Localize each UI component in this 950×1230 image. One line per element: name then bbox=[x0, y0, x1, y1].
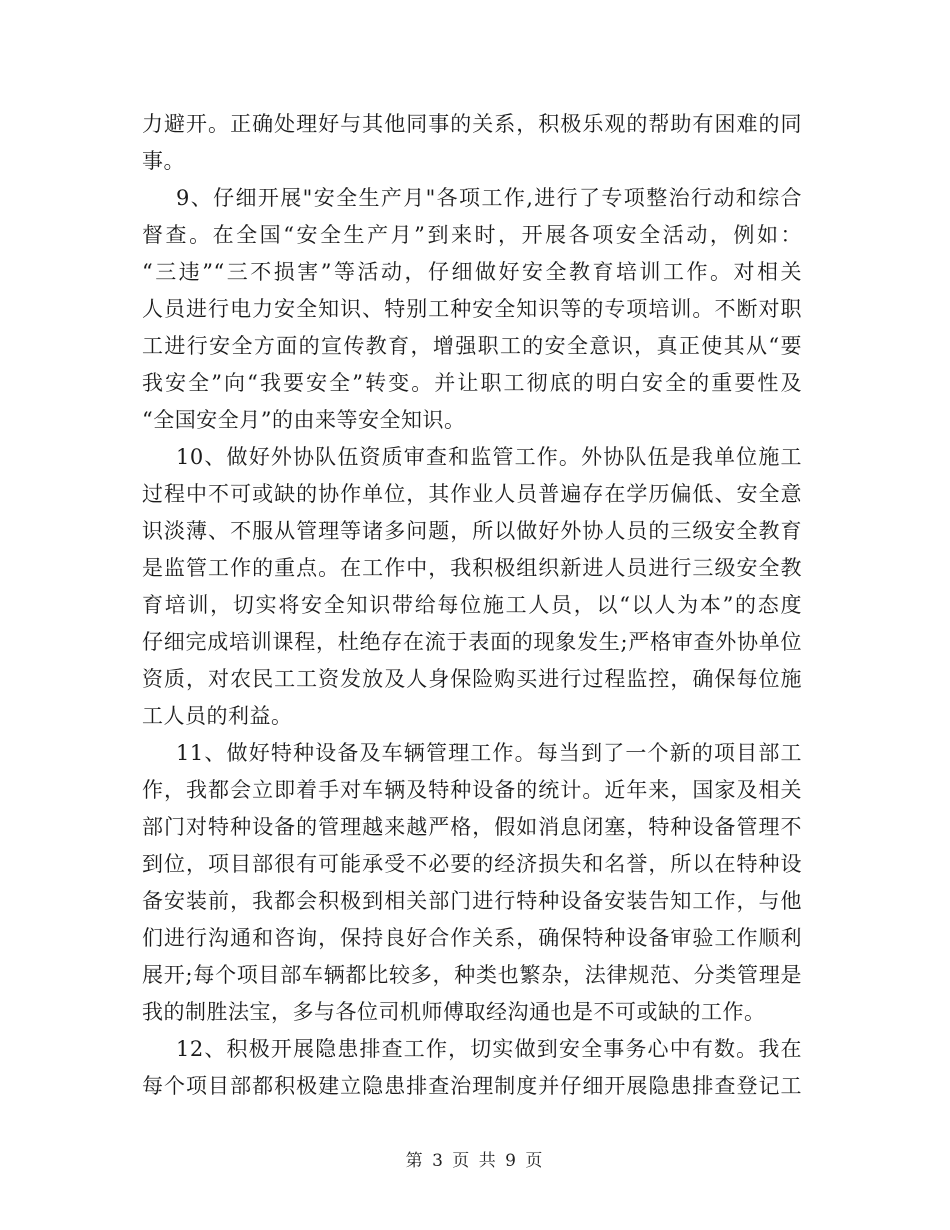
text-line: 们进行沟通和咨询，保持良好合作关系，确保特种设备审验工作顺利 bbox=[142, 926, 802, 950]
text-line: 展开;每个项目部车辆都比较多，种类也繁杂，法律规范、分类管理是 bbox=[142, 963, 802, 987]
text-line: 仔细完成培训课程，杜绝存在流于表面的现象发生;严格审查外协单位 bbox=[142, 630, 802, 654]
body-text bbox=[142, 106, 802, 1105]
paragraph-item-10 bbox=[142, 439, 802, 735]
text-line: 工人员的利益。 bbox=[142, 704, 293, 728]
text-line: 是监管工作的重点。在工作中，我积极组织新进人员进行三级安全教 bbox=[142, 556, 802, 580]
text-line: 我安全”向“我要安全”转变。并让职工彻底的明白安全的重要性及 bbox=[142, 371, 802, 395]
text-line: “三违”“三不损害”等活动，仔细做好安全教育培训工作。对相关 bbox=[142, 260, 802, 284]
text-line: 备安装前，我都会积极到相关部门进行特种设备安装告知工作，与他 bbox=[142, 889, 802, 913]
text-line: 我的制胜法宝，多与各位司机师傅取经沟通也是不可或缺的工作。 bbox=[142, 1000, 766, 1024]
text-line: 过程中不可或缺的协作单位，其作业人员普遍存在学历偏低、安全意 bbox=[142, 482, 802, 506]
text-line: 11、做好特种设备及车辆管理工作。每当到了一个新的项目部工 bbox=[176, 741, 802, 765]
text-line: 力避开。正确处理好与其他同事的关系，积极乐观的帮助有困难的同 bbox=[142, 112, 802, 136]
text-line: “全国安全月”的由来等安全知识。 bbox=[142, 408, 466, 432]
text-line: 9、仔细开展"安全生产月"各项工作,进行了专项整治行动和综合 bbox=[176, 186, 802, 210]
text-line: 工进行安全方面的宣传教育，增强职工的安全意识，真正使其从“要 bbox=[142, 334, 802, 358]
text-line: 督查。在全国“安全生产月”到来时，开展各项安全活动，例如： bbox=[142, 223, 802, 247]
text-line: 事。 bbox=[142, 149, 185, 173]
text-line: 育培训，切实将安全知识带给每位施工人员，以“以人为本”的态度 bbox=[142, 593, 802, 617]
text-line: 每个项目部都积极建立隐患排查治理制度并仔细开展隐患排查登记工 bbox=[142, 1074, 802, 1098]
text-line: 作，我都会立即着手对车辆及特种设备的统计。近年来，国家及相关 bbox=[142, 778, 802, 802]
paragraph-item-9 bbox=[142, 180, 802, 439]
text-line: 人员进行电力安全知识、特别工种安全知识等的专项培训。不断对职 bbox=[142, 297, 802, 321]
text-line: 部门对特种设备的管理越来越严格，假如消息闭塞，特种设备管理不 bbox=[142, 815, 802, 839]
text-line: 资质，对农民工工资发放及人身保险购买进行过程监控，确保每位施 bbox=[142, 667, 802, 691]
text-line: 10、做好外协队伍资质审查和监管工作。外协队伍是我单位施工 bbox=[176, 445, 802, 469]
text-line: 12、积极开展隐患排查工作，切实做到安全事务心中有数。我在 bbox=[176, 1037, 802, 1061]
text-line: 到位，项目部很有可能承受不必要的经济损失和名誉，所以在特种设 bbox=[142, 852, 802, 876]
page-number-footer: 第 3 页 共 9 页 bbox=[405, 1151, 545, 1171]
paragraph-item-12 bbox=[142, 1031, 802, 1105]
paragraph-item-11 bbox=[142, 735, 802, 1031]
paragraph-continuation bbox=[142, 106, 802, 180]
text-line: 识淡薄、不服从管理等诸多问题，所以做好外协人员的三级安全教育 bbox=[142, 519, 802, 543]
